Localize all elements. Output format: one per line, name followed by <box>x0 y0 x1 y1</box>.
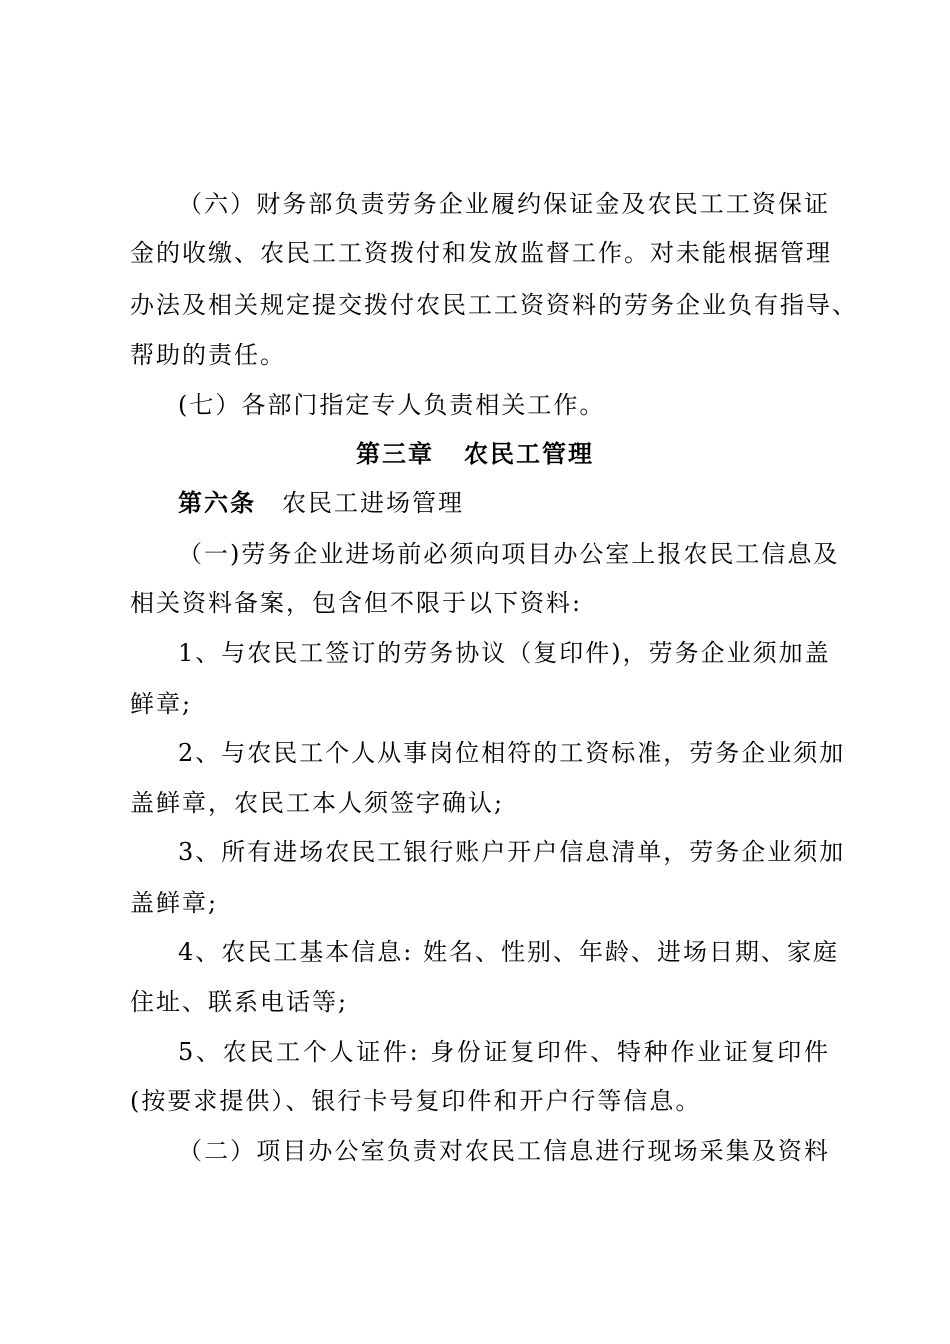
paragraph-7-line-1: (七）各部门指定专人负责相关工作。 <box>178 391 606 419</box>
paragraph-6-line-1: （六）财务部负责劳务企业履约保证金及农民工工资保证 <box>178 190 830 218</box>
paragraph-6-line-4: 帮助的责任。 <box>130 341 286 369</box>
chapter-title: 农民工管理 <box>464 440 594 468</box>
item-3-line-2: 盖鲜章; <box>130 889 219 917</box>
item-1-line-1: 1、与农民工签订的劳务协议（复印件)，劳务企业须加盖 <box>178 639 831 667</box>
item-1-line-2: 鲜章; <box>130 690 193 718</box>
article-6-heading <box>178 487 830 519</box>
item-5-line-1: 5、农民工个人证件: 身份证复印件、特种作业证复印件 <box>178 1038 830 1066</box>
article-title: 农民工进场管理 <box>282 489 464 517</box>
item-2-line-2: 盖鲜章，农民工本人须签字确认; <box>130 789 505 817</box>
section-2-line-1: （二）项目办公室负责对农民工信息进行现场采集及资料 <box>178 1137 830 1165</box>
item-5-line-2: (按要求提供）、银行卡号复印件和开户行等信息。 <box>130 1087 702 1115</box>
paragraph-6-line-3: 办法及相关规定提交拨付农民工工资资料的劳务企业负有指导、 <box>130 291 858 319</box>
section-1-line-1: （一)劳务企业进场前必须向项目办公室上报农民工信息及 <box>178 540 840 568</box>
paragraph-6-line-2: 金的收缴、农民工工资拨付和发放监督工作。对未能根据管理 <box>130 239 832 267</box>
item-4-line-2: 住址、联系电话等; <box>130 988 349 1016</box>
item-4-line-1: 4、农民工基本信息: 姓名、性别、年龄、进场日期、家庭 <box>178 938 839 966</box>
chapter-number: 第三章 <box>356 440 434 468</box>
item-2-line-1: 2、与农民工个人从事岗位相符的工资标准，劳务企业须加 <box>178 739 846 767</box>
item-3-line-1: 3、所有进场农民工银行账户开户信息清单，劳务企业须加 <box>178 838 846 866</box>
article-label: 第六条 <box>178 489 256 517</box>
section-1-line-2: 相关资料备案，包含但不限于以下资料: <box>130 589 583 617</box>
chapter-heading <box>0 438 950 470</box>
